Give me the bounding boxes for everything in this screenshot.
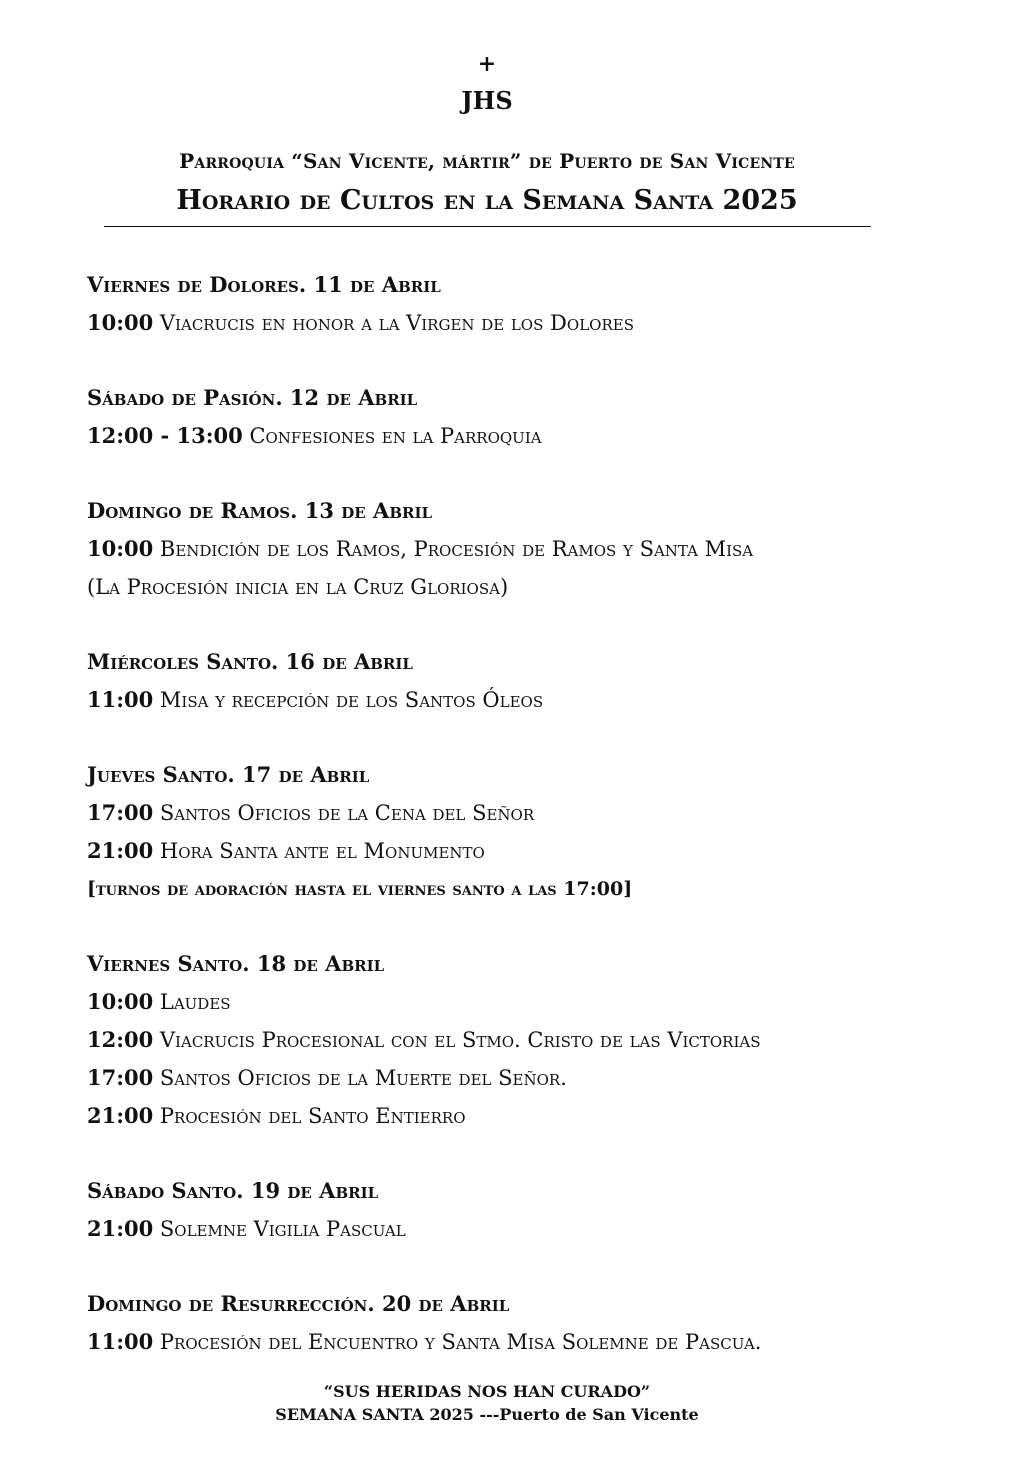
event-description: Santos Oficios de la Muerte del Señor. bbox=[159, 1066, 567, 1090]
event-row bbox=[87, 1059, 987, 1097]
day-section bbox=[87, 266, 987, 342]
event-row bbox=[87, 681, 987, 719]
day-section bbox=[87, 379, 987, 455]
event-time: 10:00 bbox=[87, 310, 154, 335]
event-row bbox=[87, 794, 987, 832]
footer-line: SEMANA SANTA 2025 ---Puerto de San Vicente bbox=[275, 1405, 699, 1424]
event-time: 12:00 bbox=[87, 1027, 154, 1052]
parish-name: Parroquia “San Vicente, mártir” de Puerto de San Vicente bbox=[179, 149, 795, 173]
day-section bbox=[87, 756, 987, 908]
event-description: Procesión del Encuentro y Santa Misa Solemne de Pascua. bbox=[159, 1330, 762, 1354]
event-description: Confesiones en la Parroquia bbox=[249, 424, 542, 448]
footer-motto: “SUS HERIDAS NOS HAN CURADO” bbox=[323, 1382, 651, 1401]
day-heading: Miércoles Santo. 16 de Abril bbox=[87, 649, 413, 674]
event-row bbox=[87, 530, 987, 568]
event-note: (La Procesión inicia en la Cruz Gloriosa) bbox=[87, 575, 509, 599]
day-section bbox=[87, 1172, 987, 1248]
day-heading: Sábado de Pasión. 12 de Abril bbox=[87, 385, 418, 410]
event-time: 17:00 bbox=[87, 800, 154, 825]
event-description: Santos Oficios de la Cena del Señor bbox=[159, 801, 535, 825]
day-heading: Viernes Santo. 18 de Abril bbox=[87, 951, 385, 976]
event-time: 21:00 bbox=[87, 1103, 154, 1128]
event-time: 17:00 bbox=[87, 1065, 154, 1090]
event-time: 21:00 bbox=[87, 1216, 154, 1241]
event-description: Misa y recepción de los Santos Óleos bbox=[159, 688, 544, 712]
event-row bbox=[87, 1021, 987, 1059]
cross-symbol: + bbox=[477, 51, 497, 77]
day-section bbox=[87, 1285, 987, 1361]
day-section bbox=[87, 492, 987, 606]
event-row bbox=[87, 417, 987, 455]
event-description: Viacrucis en honor a la Virgen de los Dolores bbox=[159, 311, 634, 335]
event-description: Procesión del Santo Entierro bbox=[159, 1104, 466, 1128]
page-title: Horario de Cultos en la Semana Santa 2025 bbox=[176, 185, 798, 216]
day-heading: Viernes de Dolores. 11 de Abril bbox=[87, 272, 441, 297]
day-heading: Domingo de Resurrección. 20 de Abril bbox=[87, 1291, 510, 1316]
event-description: Solemne Vigilia Pascual bbox=[159, 1217, 406, 1241]
event-row bbox=[87, 1097, 987, 1135]
day-section bbox=[87, 945, 987, 1135]
footer bbox=[0, 1380, 974, 1426]
event-row bbox=[87, 1210, 987, 1248]
event-description: Laudes bbox=[159, 990, 231, 1014]
schedule-list bbox=[87, 266, 987, 1398]
event-time: 21:00 bbox=[87, 838, 154, 863]
event-row bbox=[87, 304, 987, 342]
event-row bbox=[87, 1323, 987, 1361]
day-heading: Jueves Santo. 17 de Abril bbox=[87, 762, 370, 787]
title-divider bbox=[104, 226, 871, 227]
day-heading: Sábado Santo. 19 de Abril bbox=[87, 1178, 379, 1203]
event-time: 11:00 bbox=[87, 1329, 154, 1354]
event-description: Hora Santa ante el Monumento bbox=[159, 839, 485, 863]
event-time: 10:00 bbox=[87, 536, 154, 561]
event-time: 12:00 - 13:00 bbox=[87, 423, 243, 448]
event-note: [turnos de adoración hasta el viernes santo a las 17:00] bbox=[87, 878, 633, 900]
event-time: 11:00 bbox=[87, 687, 154, 712]
day-section bbox=[87, 643, 987, 719]
event-description: Viacrucis Procesional con el Stmo. Cristo de las Victorias bbox=[159, 1028, 761, 1052]
event-description: Bendición de los Ramos, Procesión de Ramos y Santa Misa bbox=[159, 537, 754, 561]
day-heading: Domingo de Ramos. 13 de Abril bbox=[87, 498, 433, 523]
jhs-monogram: JHS bbox=[461, 86, 513, 115]
event-row bbox=[87, 832, 987, 870]
event-time: 10:00 bbox=[87, 989, 154, 1014]
event-row bbox=[87, 983, 987, 1021]
